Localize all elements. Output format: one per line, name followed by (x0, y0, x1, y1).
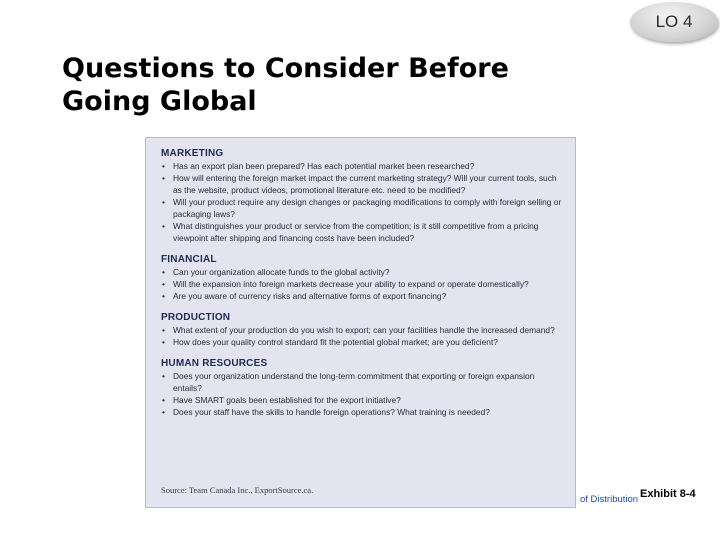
bullet-list (161, 324, 565, 348)
learning-objective-label: LO 4 (655, 12, 693, 31)
section-heading: HUMAN RESOURCES (161, 358, 268, 369)
bullet-item (161, 336, 565, 348)
bullet-item (161, 172, 565, 196)
bullet-icon: • (162, 325, 165, 335)
bullet-text: Are you aware of currency risks and alternative forms of export financing? (173, 291, 447, 301)
exhibit-source: Source: Team Canada Inc., ExportSource.ca. (161, 485, 314, 495)
bullet-item (161, 220, 565, 244)
bullet-text: Does your staff have the skills to handle foreign operations? What training is needed? (173, 407, 490, 417)
bullet-text: Will the expansion into foreign markets decrease your ability to expand or operate domestically? (173, 279, 529, 289)
learning-objective-badge (630, 2, 718, 42)
section-heading: MARKETING (161, 148, 224, 159)
bullet-item (161, 266, 565, 278)
bullet-icon: • (162, 395, 165, 405)
bullet-text: How will entering the foreign market impact the current marketing strategy? Will your current tools, such as the website, product videos, promotional literature etc. need to be modified? (173, 173, 557, 195)
slide-title (62, 52, 622, 118)
exhibit-section (161, 148, 565, 244)
slide-title-line-1: Questions to Consider Before (62, 53, 509, 84)
bullet-item (161, 196, 565, 220)
distribution-caption: of Distribution (580, 494, 639, 505)
exhibit-label: Exhibit 8-4 (640, 488, 696, 500)
bullet-list (161, 370, 565, 418)
bullet-text: Does your organization understand the long-term commitment that exporting or foreign expansion entails? (173, 371, 535, 393)
bullet-item (161, 290, 565, 302)
bullet-icon: • (162, 279, 165, 289)
bullet-icon: • (162, 197, 165, 207)
bullet-item (161, 370, 565, 394)
bullet-text: Can your organization allocate funds to the global activity? (173, 267, 390, 277)
slide-title-line-2: Going Global (62, 86, 257, 117)
bullet-text: How does your quality control standard fit the potential global market; are you deficient? (173, 337, 498, 347)
section-heading: PRODUCTION (161, 312, 231, 323)
bullet-icon: • (162, 173, 165, 183)
bullet-icon: • (162, 291, 165, 301)
bullet-icon: • (162, 221, 165, 231)
bullet-icon: • (162, 407, 165, 417)
exhibit-sections (161, 148, 565, 418)
section-heading: FINANCIAL (161, 254, 217, 265)
bullet-icon: • (162, 161, 165, 171)
bullet-list (161, 160, 565, 244)
bullet-icon: • (162, 337, 165, 347)
bullet-item (161, 324, 565, 336)
bullet-text: What distinguishes your product or service from the competition; is it still competitive from a pricing viewpoint after shipping and financing costs have been included? (173, 221, 539, 243)
exhibit-section (161, 254, 565, 302)
exhibit-section (161, 312, 565, 348)
exhibit-section (161, 358, 565, 418)
bullet-icon: • (162, 371, 165, 381)
bullet-list (161, 266, 565, 302)
bullet-item (161, 160, 565, 172)
bullet-text: Has an export plan been prepared? Has each potential market been researched? (173, 161, 475, 171)
bullet-item (161, 394, 565, 406)
bullet-text: Have SMART goals been established for the export initiative? (173, 395, 401, 405)
bullet-text: Will your product require any design changes or packaging modifications to comply with foreign selling or packaging laws? (173, 197, 562, 219)
bullet-item (161, 278, 565, 290)
bullet-text: What extent of your production do you wish to export; can your facilities handle the increased demand? (173, 325, 555, 335)
bullet-icon: • (162, 267, 165, 277)
bullet-item (161, 406, 565, 418)
exhibit-panel (145, 137, 576, 508)
